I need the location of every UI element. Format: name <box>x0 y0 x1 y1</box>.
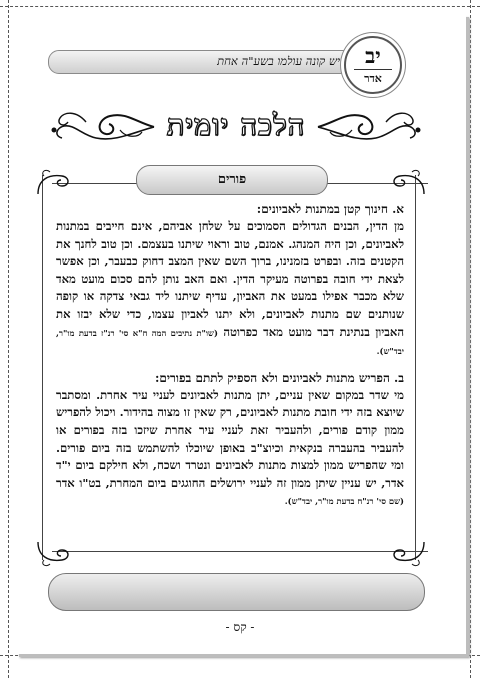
crop-line-bottom <box>0 655 480 656</box>
topic-label: פורים <box>217 172 247 187</box>
month-label: אדר <box>364 72 382 85</box>
header-subtitle: יש קונה עולמו בשע"ה אחת <box>217 54 340 68</box>
corner-ornament-icon <box>34 168 74 198</box>
day-number: יב <box>365 43 381 68</box>
corner-ornament-icon <box>34 538 74 568</box>
crop-line-left <box>8 0 9 678</box>
footer-bar <box>48 573 425 611</box>
corner-ornament-icon <box>388 538 428 568</box>
title-banner <box>46 96 426 156</box>
topic-pill <box>136 165 328 195</box>
corner-ornament-icon <box>388 168 428 198</box>
source-citation: (שם סי' רנ"ח בדעת מו"ר, יבד"ש). <box>284 496 404 507</box>
crop-line-top <box>0 6 480 7</box>
header-bar <box>48 50 355 74</box>
section-heading: ב. הפריש מתנות לאביונים ולא הספיק לתתם בפורים: <box>154 370 404 385</box>
halacha-body <box>56 201 404 511</box>
crop-line-right <box>470 0 471 678</box>
badge-divider <box>354 69 392 70</box>
section-text: מי שדר במקום שאין עניים, יתן מתנות לאביונים לעניי עיר אחרת. ומסתבר שיוצא בזה ידי חובת מתנות לאביונים, רק שאין זו מצוה בהידור. ויכול להפריש ממון קודם פורים, ולהעביר זאת לעניי עיר אחרת שיזכו בזה בפורים או להעביר בהעברה בנקאית וכיוצ"ב באופן שיוכלו להשתמש בזה ביום פורים. ומי שהפריש ממון למצות מתנות לאביונים ונטרד ושכח, ולא חילקם ביום י"ד אדר, יש עניין שיתן ממון זה לעניי ירושלים החוגגים ביום המחרת, בט"ו אדר <box>56 387 404 490</box>
section-heading: א. חינוך קטן במתנות לאביונים: <box>256 202 404 216</box>
frame-bottom-rule <box>52 551 428 552</box>
date-badge <box>344 36 402 94</box>
source-citation: (שו"ת נתיבים המה ח"א סי' רנ"ז בדעת מו"ר, יבד"ש). <box>56 327 404 357</box>
page-title: הלכה יומית <box>166 108 306 142</box>
page-number: - קס - <box>225 620 255 634</box>
section-paragraph <box>56 387 404 511</box>
section-text: מן הדין, הבנים הגדולים הסמוכים על שלחן אביהם, אינם חייבים במתנות לאביונים, וכן היה המנהג. אמנם, טוב וראוי שיתנו בעצמם. וכן טוב לחנך את הקטנים בזה. ובפרט בזמנינו, ברוך השם שאין המצב דחוק כבעבר, וכן אפשר לצאת ידי חובה בפרוטה מעיקר הדין. ואם האב נותן להם סכום מועט מאד שלא מכבר אפילו במעט את האביון, עדיף שיתנו ליד גבאי צדקה או קופה שנותנים שם מתנות לאביונים, ולא יתנו לאביון עצמו, כדי שלא יבזו את האביון בנתינת דבר מועט מאד כפרוטה <box>56 219 404 339</box>
section-paragraph <box>56 218 404 361</box>
